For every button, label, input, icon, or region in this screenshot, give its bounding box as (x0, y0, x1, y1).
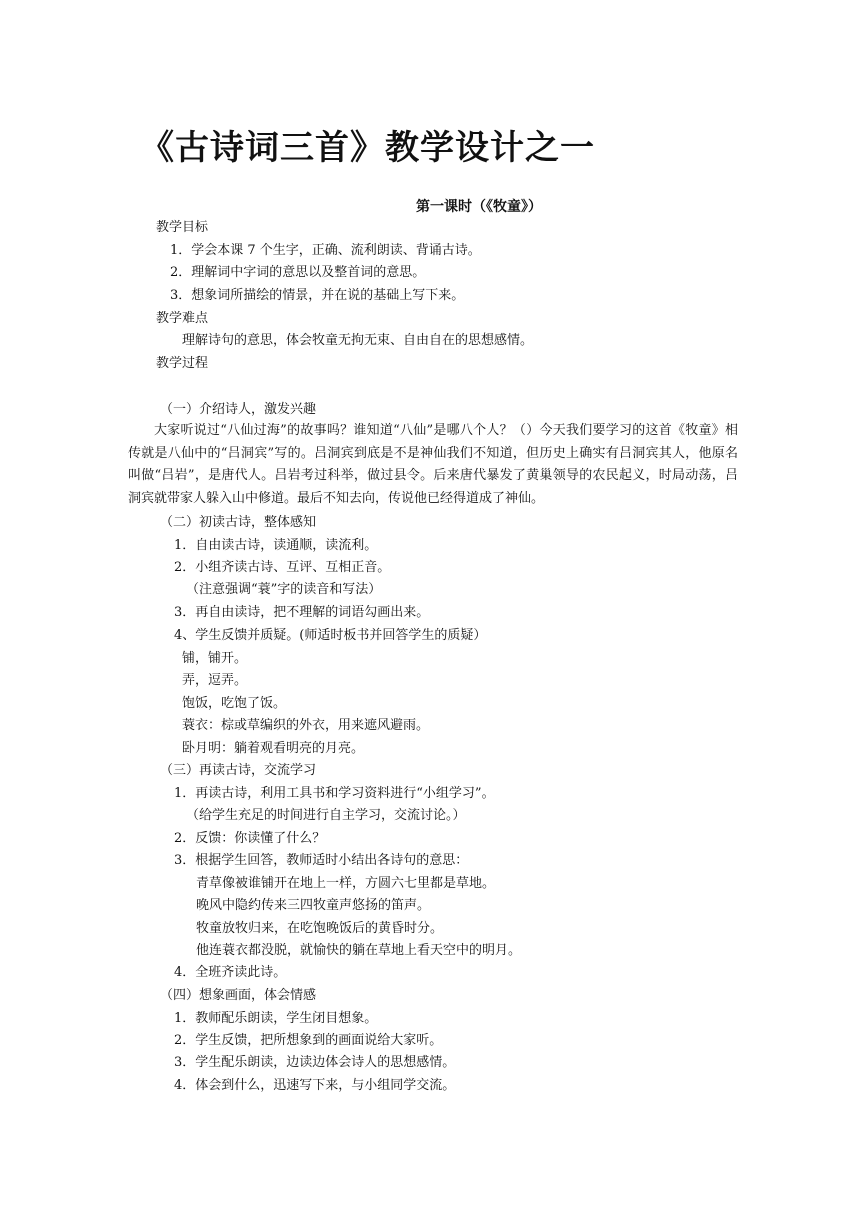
section1-paragraph: 大家听说过“八仙过海”的故事吗？谁知道“八仙”是哪八个人？（）今天我们要学习的这首《牧童》相传就是八仙中的“吕洞宾”写的。吕洞宾到底是不是神仙我们不知道，但历史上确实有吕洞宾其人，他原名叫做“吕岩”，是唐代人。吕岩考过科举，做过县令。后来唐代暴发了黄巢领导的农民起义，时局动荡，吕洞宾就带家人躲入山中修道。最后不知去向，传说他已经得道成了神仙。 (128, 423, 738, 506)
section-heading: （三）再读古诗，交流学习 (160, 763, 317, 778)
section-heading: （一）介绍诗人，激发兴趣 (160, 402, 317, 417)
document-title: 《古诗词三首》教学设计之一 (140, 128, 595, 168)
objective-item: 2．理解词中字词的意思以及整首词的意思。 (170, 265, 426, 280)
section-heading: （四）想象画面，体会情感 (160, 988, 317, 1003)
list-item: 4．全班齐读此诗。 (174, 965, 287, 980)
glossary-entry: 饱饭，吃饱了饭。 (182, 696, 287, 711)
list-item: 3．学生配乐朗读，边读边体会诗人的思想感情。 (174, 1055, 456, 1070)
glossary-entry: 弄，逗弄。 (182, 673, 248, 688)
glossary-entry: 铺，铺开。 (182, 651, 248, 666)
section-heading: （二）初读古诗，整体感知 (160, 515, 317, 530)
difficulty-heading: 教学难点 (156, 311, 209, 326)
objective-item: 1．学会本课 7 个生字，正确、流利朗读、背诵古诗。 (170, 243, 481, 258)
poem-meaning: 晚风中隐约传来三四牧童声悠扬的笛声。 (196, 898, 431, 913)
glossary-entry: 蓑衣：棕或草编织的外衣，用来遮风避雨。 (182, 718, 430, 733)
poem-meaning: 他连蓑衣都没脱，就愉快的躺在草地上看天空中的明月。 (196, 943, 522, 958)
difficulty-text: 理解诗句的意思，体会牧童无拘无束、自由自在的思想感情。 (182, 333, 534, 348)
lesson-subtitle: 第一课时（《牧童》） (416, 199, 542, 215)
glossary-entry: 卧月明：躺着观看明亮的月亮。 (182, 741, 365, 756)
poem-meaning: 青草像被谁铺开在地上一样，方圆六七里都是草地。 (196, 876, 496, 891)
objectives-heading: 教学目标 (156, 220, 209, 235)
list-item: 2．反馈：你读懂了什么？ (174, 831, 326, 846)
list-item: 3．根据学生回答，教师适时小结出各诗句的意思： (174, 853, 469, 868)
list-item: 1．再读古诗，利用工具书和学习资料进行“小组学习”。 (174, 786, 495, 801)
list-item: 4、学生反馈并质疑。(师适时板书并回答学生的质疑） (174, 628, 487, 643)
list-item: 1．自由读古诗，读通顺，读流利。 (174, 538, 378, 553)
list-item: 1．教师配乐朗读，学生闭目想象。 (174, 1011, 378, 1026)
list-item: 2．小组齐读古诗、互评、互相正音。 (174, 560, 391, 575)
list-note: （给学生充足的时间进行自主学习，交流讨论。） (186, 808, 466, 823)
list-item: 2．学生反馈，把所想象到的画面说给大家听。 (174, 1033, 443, 1048)
process-heading: 教学过程 (156, 356, 209, 371)
list-item: 3．再自由读诗，把不理解的词语勾画出来。 (174, 605, 430, 620)
list-note: （注意强调“蓑”字的读音和写法） (186, 582, 382, 597)
poem-meaning: 牧童放牧归来，在吃饱晚饭后的黄昏时分。 (196, 921, 444, 936)
objective-item: 3．想象词所描绘的情景，并在说的基础上写下来。 (170, 288, 465, 303)
list-item: 4．体会到什么，迅速写下来，与小组同学交流。 (174, 1078, 456, 1093)
